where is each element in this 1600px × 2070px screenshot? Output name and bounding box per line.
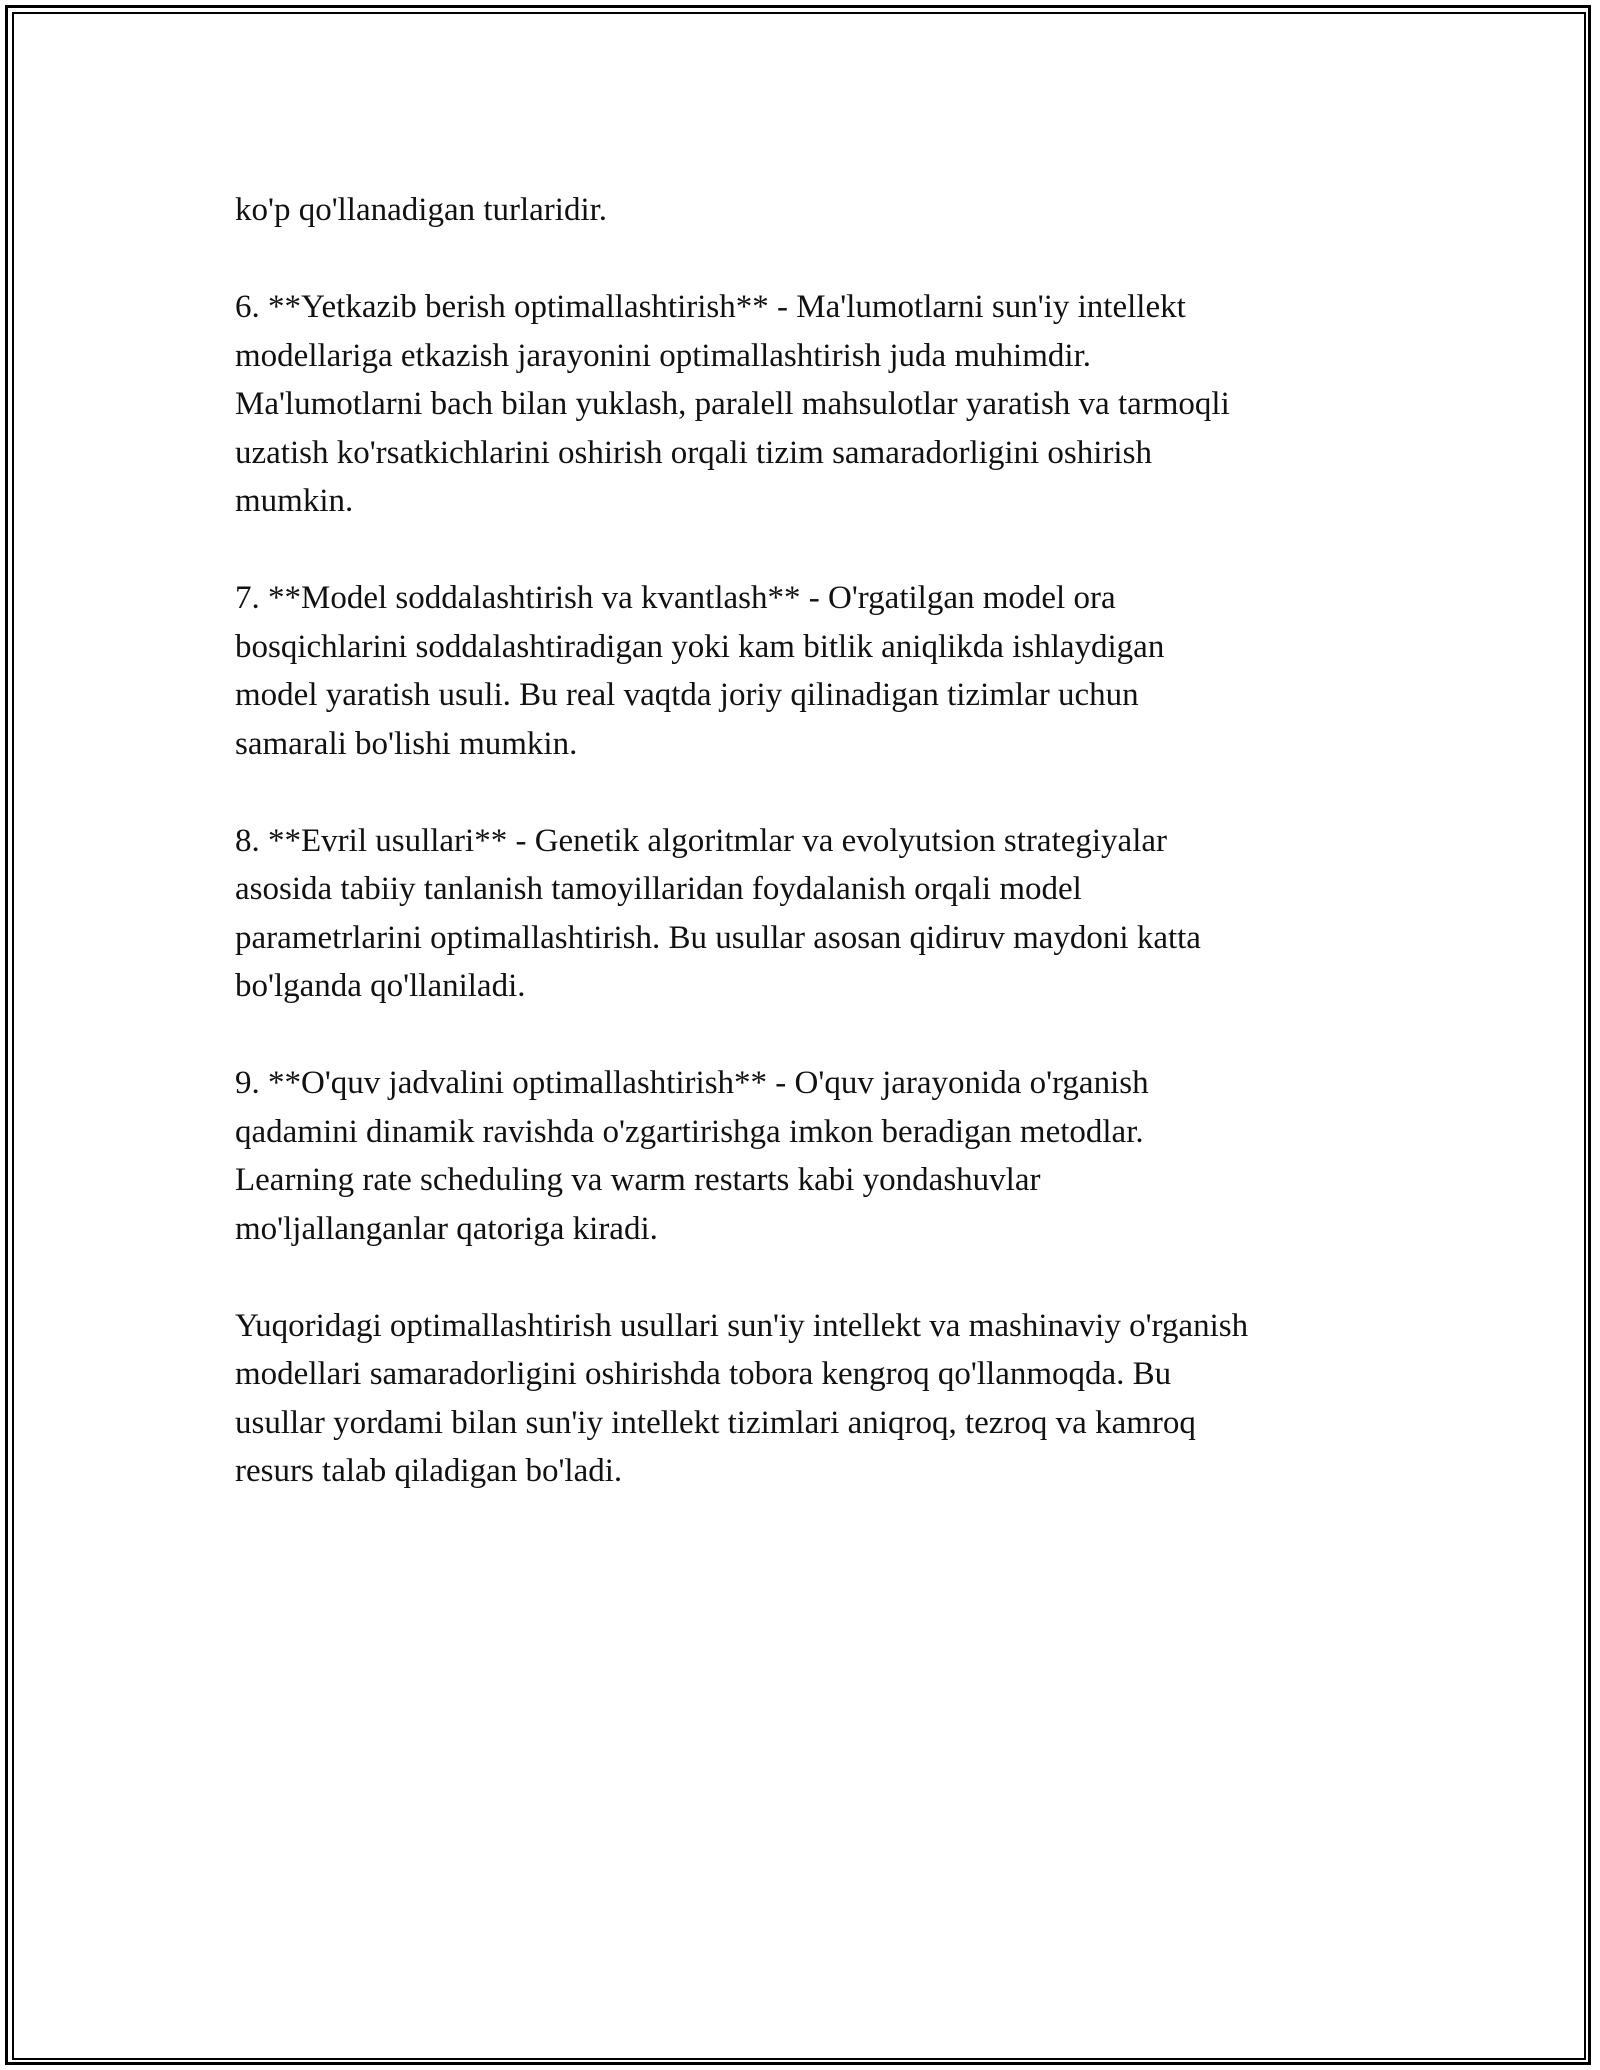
text-line: resurs talab qiladigan bo'ladi. <box>235 1453 623 1489</box>
text-line: mo'ljallanganlar qatoriga kiradi. <box>235 1210 658 1247</box>
text-line: modellari samaradorligini oshirishda tobora kengroq qo'llanmoqda. Bu <box>235 1356 1172 1392</box>
paragraph-item-8 <box>235 817 1375 1011</box>
text-line: usullar yordami bilan sun'iy intellekt tizimlari aniqroq, tezroq va kamroq <box>235 1404 1196 1441</box>
text-line: model yaratish usuli. Bu real vaqtda joriy qilinadigan tizimlar uchun <box>235 677 1139 713</box>
paragraph-item-6 <box>235 283 1375 526</box>
text-line: 7. **Model soddalashtirish va kvantlash** - O'rgatilgan model ora <box>235 580 1116 616</box>
text-line: qadamini dinamik ravishda o'zgartirishga imkon beradigan metodlar. <box>235 1113 1144 1150</box>
paragraph-conclusion <box>235 1302 1375 1496</box>
text-line: Yuqoridagi optimallashtirish usullari sun'iy intellekt va mashinaviy o'rganish <box>235 1307 1249 1344</box>
text-line: bo'lganda qo'llaniladi. <box>235 968 526 1004</box>
text-line: uzatish ko'rsatkichlarini oshirish orqali tizim samaradorligini oshirish <box>235 434 1152 471</box>
paragraph-item-7 <box>235 574 1375 768</box>
paragraph-intro-end <box>235 186 1375 235</box>
text-line: parametrlarini optimallashtirish. Bu usullar asosan qidiruv maydoni katta <box>235 919 1201 956</box>
text-line: 6. **Yetkazib berish optimallashtirish** - Ma'lumotlarni sun'iy intellekt <box>235 289 1186 325</box>
text-line: 9. **O'quv jadvalini optimallashtirish** - O'quv jarayonida o'rganish <box>235 1065 1149 1101</box>
text-line: Ma'lumotlarni bach bilan yuklash, paralell mahsulotlar yaratish va tarmoqli <box>235 386 1230 422</box>
text-line: 8. **Evril usullari** - Genetik algoritmlar va evolyutsion strategiyalar <box>235 822 1168 859</box>
text-line: samarali bo'lishi mumkin. <box>235 725 578 762</box>
text-line: ko'p qo'llanadigan turlaridir. <box>235 192 608 228</box>
text-line: modellariga etkazish jarayonini optimallashtirish juda muhimdir. <box>235 337 1091 374</box>
paragraph-item-9 <box>235 1059 1375 1253</box>
text-line: mumkin. <box>235 483 354 519</box>
text-line: bosqichlarini soddalashtiradigan yoki kam bitlik aniqlikda ishlaydigan <box>235 628 1165 665</box>
text-line: Learning rate scheduling va warm restarts kabi yondashuvlar <box>235 1162 1041 1198</box>
document-body <box>235 186 1375 1544</box>
text-line: asosida tabiiy tanlanish tamoyillaridan foydalanish orqali model <box>235 871 1082 907</box>
